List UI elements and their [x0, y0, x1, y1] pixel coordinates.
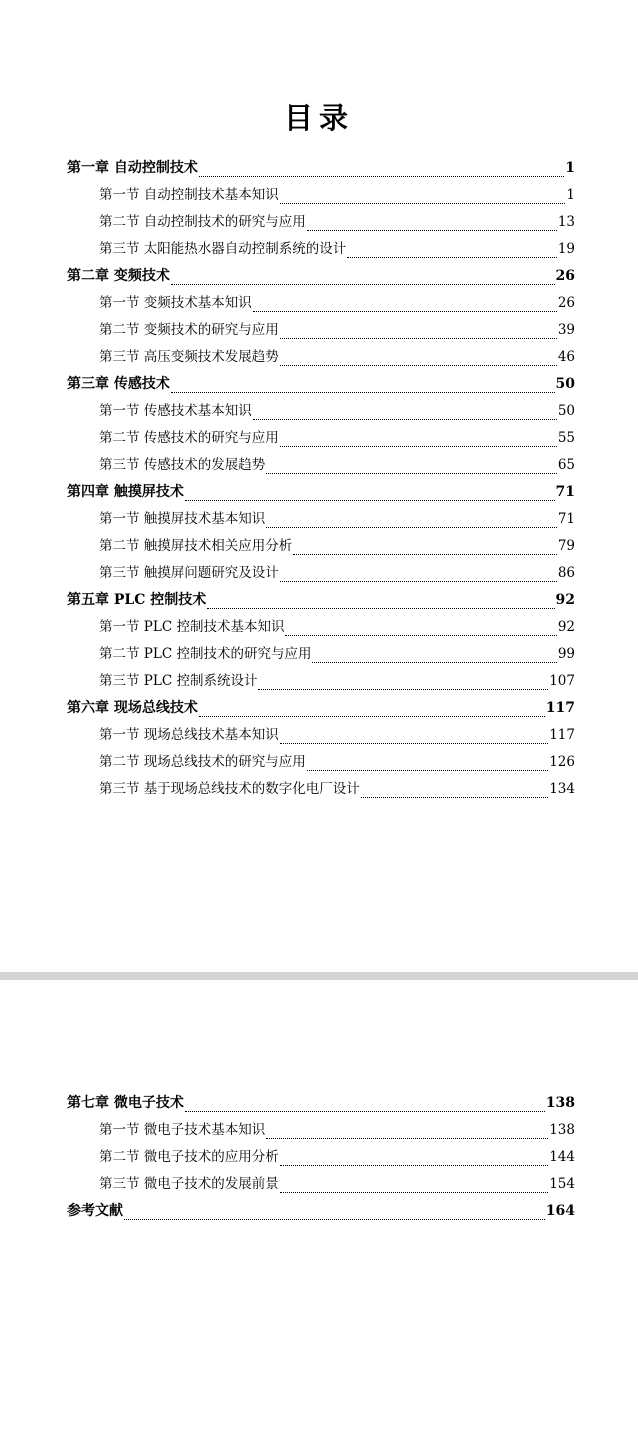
toc-entry-label: 第七章 微电子技术: [67, 1095, 184, 1111]
dot-leader: [266, 1137, 548, 1139]
toc-entry-label: 第一节 微电子技术基本知识: [99, 1122, 266, 1138]
toc-entry-label: 第二节 现场总线技术的研究与应用: [99, 754, 306, 770]
toc-chapter-entry[interactable]: [67, 695, 575, 722]
toc-page-number: 138: [545, 1095, 575, 1111]
toc-page-number: 26: [557, 295, 575, 311]
toc-page-number: 26: [555, 268, 575, 284]
toc-section-entry[interactable]: [99, 1171, 575, 1198]
toc-section-entry[interactable]: [99, 1144, 575, 1171]
toc-section-entry[interactable]: [99, 290, 575, 317]
toc-page-number: 99: [557, 646, 575, 662]
toc-section-entry[interactable]: [99, 776, 575, 803]
toc-entry-label: 第二节 传感技术的研究与应用: [99, 430, 279, 446]
dot-leader: [207, 607, 554, 609]
dot-leader: [293, 553, 557, 555]
toc-page-number: 71: [555, 484, 575, 500]
toc-entry-label: 第三节 基于现场总线技术的数字化电厂设计: [99, 781, 360, 797]
toc-chapter-entry[interactable]: [67, 371, 575, 398]
toc-page-number: 1: [565, 160, 575, 176]
toc-chapter-entry[interactable]: [67, 1198, 575, 1225]
toc-page-number: 13: [557, 214, 575, 230]
dot-leader: [280, 445, 557, 447]
dot-leader: [266, 526, 557, 528]
toc-entry-label: 第三节 PLC 控制系统设计: [99, 673, 258, 689]
toc-page-number: 50: [555, 376, 575, 392]
toc-entry-label: 第二节 自动控制技术的研究与应用: [99, 214, 306, 230]
dot-leader: [199, 175, 564, 177]
toc-entry-label: 第二章 变频技术: [67, 268, 170, 284]
toc-entry-label: 第一节 PLC 控制技术基本知识: [99, 619, 285, 635]
toc-entry-label: 第一节 现场总线技术基本知识: [99, 727, 279, 743]
dot-leader: [347, 256, 557, 258]
toc-section-entry[interactable]: [99, 668, 575, 695]
toc-entry-label: 第一章 自动控制技术: [67, 160, 198, 176]
dot-leader: [312, 661, 556, 663]
toc-section-entry[interactable]: [99, 1117, 575, 1144]
toc-entry-label: 第五章 PLC 控制技术: [67, 592, 207, 608]
dot-leader: [171, 391, 555, 393]
toc-section-entry[interactable]: [99, 722, 575, 749]
toc-entry-label: 第三节 传感技术的发展趋势: [99, 457, 266, 473]
toc-page-number: 92: [557, 619, 575, 635]
toc-chapter-entry[interactable]: [67, 479, 575, 506]
toc-page-number: 117: [549, 727, 575, 743]
toc-page-number: 138: [549, 1122, 575, 1138]
toc-page-number: 164: [545, 1203, 575, 1219]
toc-section-entry[interactable]: [99, 236, 575, 263]
toc-section-entry[interactable]: [99, 182, 575, 209]
toc-chapter-entry[interactable]: [67, 1090, 575, 1117]
toc-entry-label: 第四章 触摸屏技术: [67, 484, 184, 500]
dot-leader: [185, 499, 555, 501]
toc-page-number: 92: [555, 592, 575, 608]
toc-entry-label: 第三节 高压变频技术发展趋势: [99, 349, 279, 365]
toc-entry-label: 第一节 触摸屏技术基本知识: [99, 511, 266, 527]
toc-page-number: 126: [549, 754, 575, 770]
dot-leader: [124, 1218, 545, 1220]
toc-entry-label: 第二节 PLC 控制技术的研究与应用: [99, 646, 312, 662]
toc-section-entry[interactable]: [99, 560, 575, 587]
toc-entry-label: 第三节 太阳能热水器自动控制系统的设计: [99, 241, 347, 257]
dot-leader: [280, 742, 548, 744]
dot-leader: [280, 337, 557, 339]
dot-leader: [185, 1110, 545, 1112]
toc-page-number: 107: [549, 673, 575, 689]
toc-section-entry[interactable]: [99, 452, 575, 479]
toc-entry-label: 参考文献: [67, 1203, 123, 1219]
dot-leader: [199, 715, 545, 717]
toc-page-number: 144: [549, 1149, 575, 1165]
toc-page-number: 134: [549, 781, 575, 797]
toc-page-number: 46: [557, 349, 575, 365]
dot-leader: [361, 796, 548, 798]
toc-section-entry[interactable]: [99, 614, 575, 641]
toc-section-entry[interactable]: [99, 749, 575, 776]
toc-section-entry[interactable]: [99, 506, 575, 533]
toc-page-number: 1: [566, 187, 575, 203]
toc-section-entry[interactable]: [99, 533, 575, 560]
toc-entry-label: 第一节 传感技术基本知识: [99, 403, 252, 419]
toc-page-number: 55: [557, 430, 575, 446]
toc-page-number: 79: [557, 538, 575, 554]
toc-chapter-entry[interactable]: [67, 587, 575, 614]
dot-leader: [258, 688, 548, 690]
toc-page-number: 50: [557, 403, 575, 419]
dot-leader: [253, 418, 557, 420]
toc-chapter-entry[interactable]: [67, 155, 575, 182]
dot-leader: [266, 472, 557, 474]
toc-section-entry[interactable]: [99, 317, 575, 344]
toc-section-entry[interactable]: [99, 425, 575, 452]
toc-page-number: 19: [557, 241, 575, 257]
toc-entry-label: 第六章 现场总线技术: [67, 700, 198, 716]
dot-leader: [280, 202, 566, 204]
toc-entry-label: 第三章 传感技术: [67, 376, 170, 392]
dot-leader: [280, 1164, 548, 1166]
toc-page-number: 65: [557, 457, 575, 473]
toc-page-number: 117: [545, 700, 575, 716]
dot-leader: [253, 310, 557, 312]
toc-entry-label: 第二节 触摸屏技术相关应用分析: [99, 538, 293, 554]
dot-leader: [171, 283, 555, 285]
toc-entry-label: 第一节 自动控制技术基本知识: [99, 187, 279, 203]
document-page-2: [0, 980, 638, 1437]
dot-leader: [285, 634, 556, 636]
toc-page-number: 86: [557, 565, 575, 581]
toc-entry-label: 第三节 触摸屏问题研究及设计: [99, 565, 279, 581]
toc-section-entry[interactable]: [99, 398, 575, 425]
dot-leader: [280, 364, 557, 366]
toc-section-entry[interactable]: [99, 641, 575, 668]
toc-page-number: 154: [549, 1176, 575, 1192]
toc-chapter-entry[interactable]: [67, 263, 575, 290]
toc-section-entry[interactable]: [99, 344, 575, 371]
toc-entry-label: 第三节 微电子技术的发展前景: [99, 1176, 279, 1192]
page-separator: [0, 972, 638, 980]
dot-leader: [307, 769, 548, 771]
toc-page-number: 71: [557, 511, 575, 527]
toc-entry-label: 第二节 微电子技术的应用分析: [99, 1149, 279, 1165]
dot-leader: [280, 580, 557, 582]
dot-leader: [280, 1191, 548, 1193]
toc-entry-label: 第一节 变频技术基本知识: [99, 295, 252, 311]
toc-section-entry[interactable]: [99, 209, 575, 236]
toc-title: 目录: [283, 101, 354, 135]
toc-page-number: 39: [557, 322, 575, 338]
toc-entry-label: 第二节 变频技术的研究与应用: [99, 322, 279, 338]
dot-leader: [307, 229, 557, 231]
